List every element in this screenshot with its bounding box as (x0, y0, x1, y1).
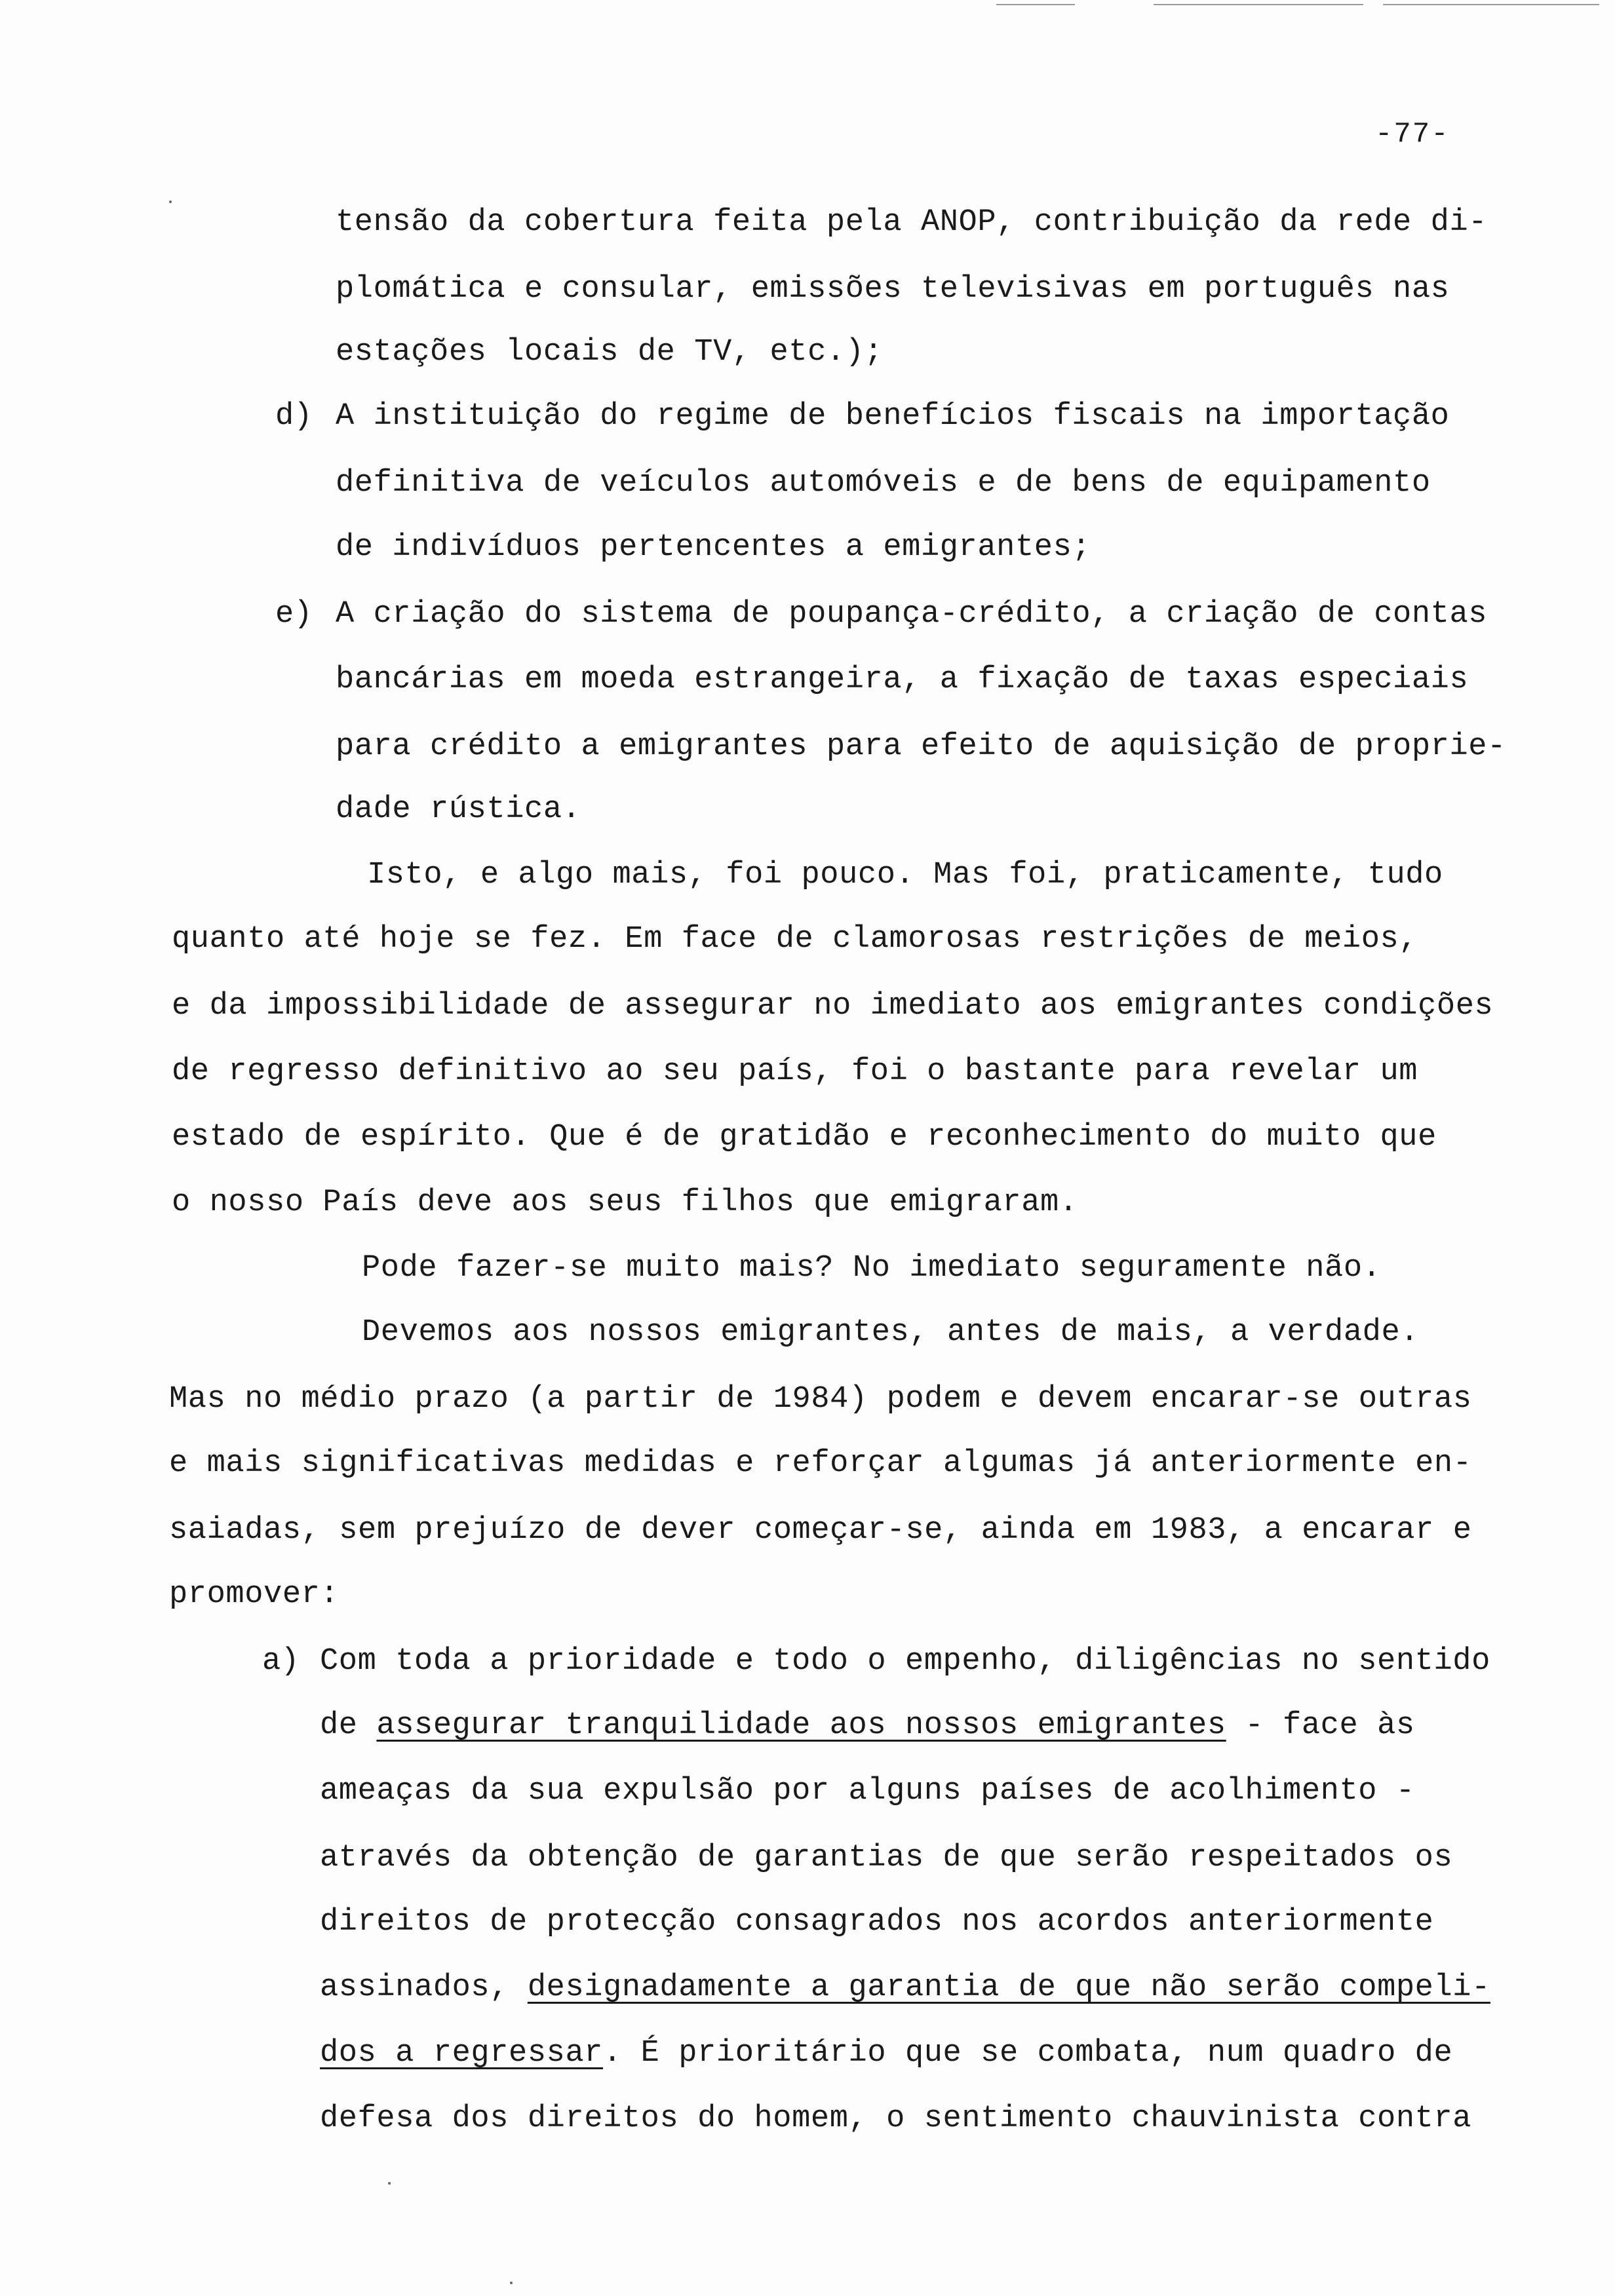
underlined-phrase: assegurar tranquilidade aos nossos emigrantes (376, 1708, 1226, 1743)
body-line: plomática e consular, emissões televisivas em português nas (336, 272, 1450, 307)
paragraph-line: Isto, e algo mais, foi pouco. Mas foi, praticamente, tudo (367, 858, 1443, 892)
list-item-a-line (320, 1706, 1415, 1746)
underlined-phrase: dos a regressar (320, 2036, 604, 2071)
scan-speck (510, 2282, 513, 2284)
list-item-e-line: para crédito a emigrantes para efeito de aquisição de proprie- (336, 729, 1506, 764)
top-edge-rule (996, 4, 1075, 5)
body-line: tensão da cobertura feita pela ANOP, contribuição da rede di- (336, 205, 1488, 240)
paragraph-line: estado de espírito. Que é de gratidão e reconhecimento do muito que (172, 1120, 1437, 1155)
paragraph-line: quanto até hoje se fez. Em face de clamorosas restrições de meios, (172, 922, 1418, 957)
paragraph-line: o nosso País deve aos seus filhos que emigraram. (172, 1185, 1078, 1220)
top-edge-rule (1154, 4, 1363, 5)
paragraph-line: Pode fazer-se muito mais? No imediato seguramente não. (362, 1251, 1382, 1286)
list-item-e-line: dade rústica. (336, 792, 581, 827)
list-item-a-line: Com toda a prioridade e todo o empenho, diligências no sentido (320, 1644, 1490, 1679)
list-item-a-line: ameaças da sua expulsão por alguns países de acolhimento - (320, 1774, 1415, 1808)
paragraph-line: Mas no médio prazo (a partir de 1984) podem e devem encarar-se outras (169, 1382, 1472, 1417)
list-item-a-line (320, 2034, 1452, 2073)
list-marker-a: a) (262, 1644, 300, 1679)
list-item-d-line: definitiva de veículos automóveis e de bens de equipamento (336, 466, 1431, 501)
paragraph-line: saiadas, sem prejuízo de dever começar-se, ainda em 1983, a encarar e (169, 1513, 1472, 1548)
paragraph-line: e mais significativas medidas e reforçar algumas já anteriormente en- (169, 1446, 1472, 1481)
scan-speck (169, 201, 172, 203)
scan-speck (388, 2182, 391, 2185)
text-run: . É prioritário que se combata, num quadro de (603, 2036, 1453, 2071)
list-item-e-line: A criação do sistema de poupança-crédito, a criação de contas (336, 597, 1488, 632)
list-marker-d: d) (275, 399, 313, 434)
top-edge-rule (1383, 4, 1599, 5)
list-item-d-line: A instituição do regime de benefícios fiscais na importação (336, 399, 1450, 434)
text-run: - face às (1226, 1708, 1415, 1743)
list-marker-e: e) (275, 597, 313, 632)
list-item-a-line: através da obtenção de garantias de que serão respeitados os (320, 1841, 1453, 1875)
paragraph-line: Devemos aos nossos emigrantes, antes de mais, a verdade. (362, 1315, 1420, 1350)
body-line: estações locais de TV, etc.); (336, 335, 884, 370)
list-item-a-line: defesa dos direitos do homem, o sentimento chauvinista contra (320, 2101, 1472, 2136)
text-run: de (320, 1708, 377, 1743)
list-item-a-line (320, 1968, 1490, 2008)
list-item-d-line: de indivíduos pertencentes a emigrantes; (336, 530, 1091, 565)
list-item-a-line: direitos de protecção consagrados nos acordos anteriormente (320, 1905, 1434, 1940)
text-run: assinados, (320, 1970, 528, 2005)
list-item-e-line: bancárias em moeda estrangeira, a fixação de taxas especiais (336, 662, 1469, 697)
paragraph-line: promover: (169, 1577, 340, 1612)
underlined-phrase: designadamente a garantia de que não serão compeli- (527, 1970, 1490, 2005)
paragraph-line: e da impossibilidade de assegurar no imediato aos emigrantes condições (172, 989, 1494, 1024)
page-number: -77- (1375, 118, 1450, 151)
paragraph-line: de regresso definitivo ao seu país, foi o bastante para revelar um (172, 1054, 1418, 1089)
